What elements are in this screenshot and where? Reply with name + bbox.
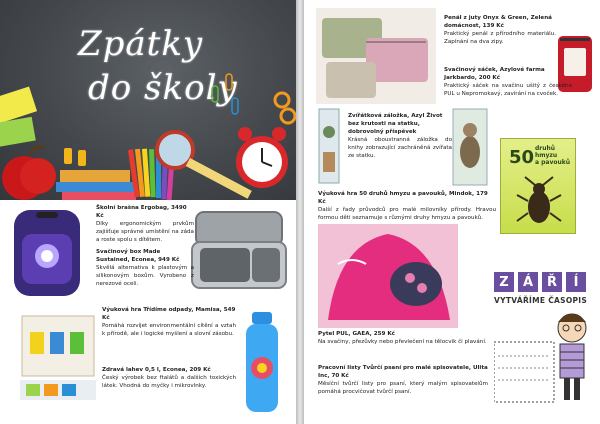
bottle-image: [240, 312, 284, 416]
item-ergobag: Školní brašna Ergobag, 3490 Kč Díky ergonomickým prvkům zajišťuje správné umístění na záda a roste spolu s dítětem.: [96, 205, 194, 243]
item-worksheets: Pracovní listy Tvůrčí psaní pro malé spisovatele, Ulita Inc, 70 Kč Měsíční tvůrčí listy pro psaní, který malým spisovatelům pomáhá procvičovat tvůrčí psaní.: [318, 365, 488, 395]
item-insect-game: Výuková hra 50 druhů hmyzu a pavouků, Mindok, 179 Kč Další z řady průvodců pro malé milovníky přírody. Hravou formou děti seznamuje s různými druhy hmyzu a pavouků.: [318, 191, 496, 221]
item-bookmark: Zvířátková záložka, Azyl Život bez krutosti na statku, dobrovolný příspěvek Krásná oboustranná záložka do knihy zobrazující zachráněná zvířata ze statku.: [348, 113, 452, 159]
zari-letter: Z: [494, 272, 514, 292]
insect-game-box: [500, 138, 576, 234]
bookmark-animal-image: [452, 108, 488, 186]
spread-gutter: [296, 0, 304, 424]
zari-letter: Í: [566, 272, 586, 292]
zari-worksheet: [490, 268, 594, 408]
backpack-image: [6, 204, 90, 300]
item-snack-bag: Svačinový sáček, Azylové farma Jarkbardo, 200 Kč Praktický sáček na svačinu ušitý z českého PUL u Nepromokavý, zavírání na cvoček.: [444, 67, 572, 97]
zari-subtitle: VYTVÁŘÍME ČASOPIS: [494, 296, 588, 305]
game-box-label: druhů hmyzu a pavouků: [535, 145, 571, 166]
left-page: [0, 0, 296, 424]
girl-writing-illustration: [494, 312, 592, 406]
pencil-cases-image: [316, 8, 436, 104]
lunchbox-image: [190, 208, 290, 294]
beetle-icon: [511, 175, 567, 229]
pink-bag-image: [318, 224, 458, 328]
right-page: [304, 0, 600, 424]
item-pul-bag: Pytel PUL, GAEA, 259 Kč Na svačiny, přezůvky nebo převlečení na tělocvik či plavání.: [318, 331, 487, 345]
sorting-game-image: [20, 314, 96, 402]
zari-title: [494, 272, 594, 292]
page-title: Zpátky do školy: [78, 24, 238, 108]
zari-letter: Á: [518, 272, 538, 292]
item-pencil-case: Penál z juty Onyx & Green, Zelená domácnost, 139 Kč Praktický penál z přírodního materiálu. Zapínání na dva zipy.: [444, 15, 556, 45]
school-supplies-illustration: [0, 0, 296, 200]
bookmark-image: [318, 108, 340, 184]
game-box-number: 50: [509, 147, 535, 168]
item-bottle: Zdravá lahev 0,5 l, Econea, 209 Kč Český výrobek bez ftalátů a dalších toxických látek. Vhodná do myčky i mikrovlnky.: [102, 367, 236, 389]
item-sorting-game: Výuková hra Třídíme odpady, Mamisa, 549 Kč Pomáhá rozvíjet environmentální cítění a vztah k přírodě, ale i logické myšlení a slovní zásobu.: [102, 307, 236, 337]
zari-letter: Ř: [542, 272, 562, 292]
chalkboard-header: [0, 0, 296, 200]
item-lunchbox: Svačinový box Made Sustained, Econea, 949 Kč Skvělá alternativa k plastovým a silikonovým boxům. Vyrobeno z nerezové oceli.: [96, 249, 194, 287]
